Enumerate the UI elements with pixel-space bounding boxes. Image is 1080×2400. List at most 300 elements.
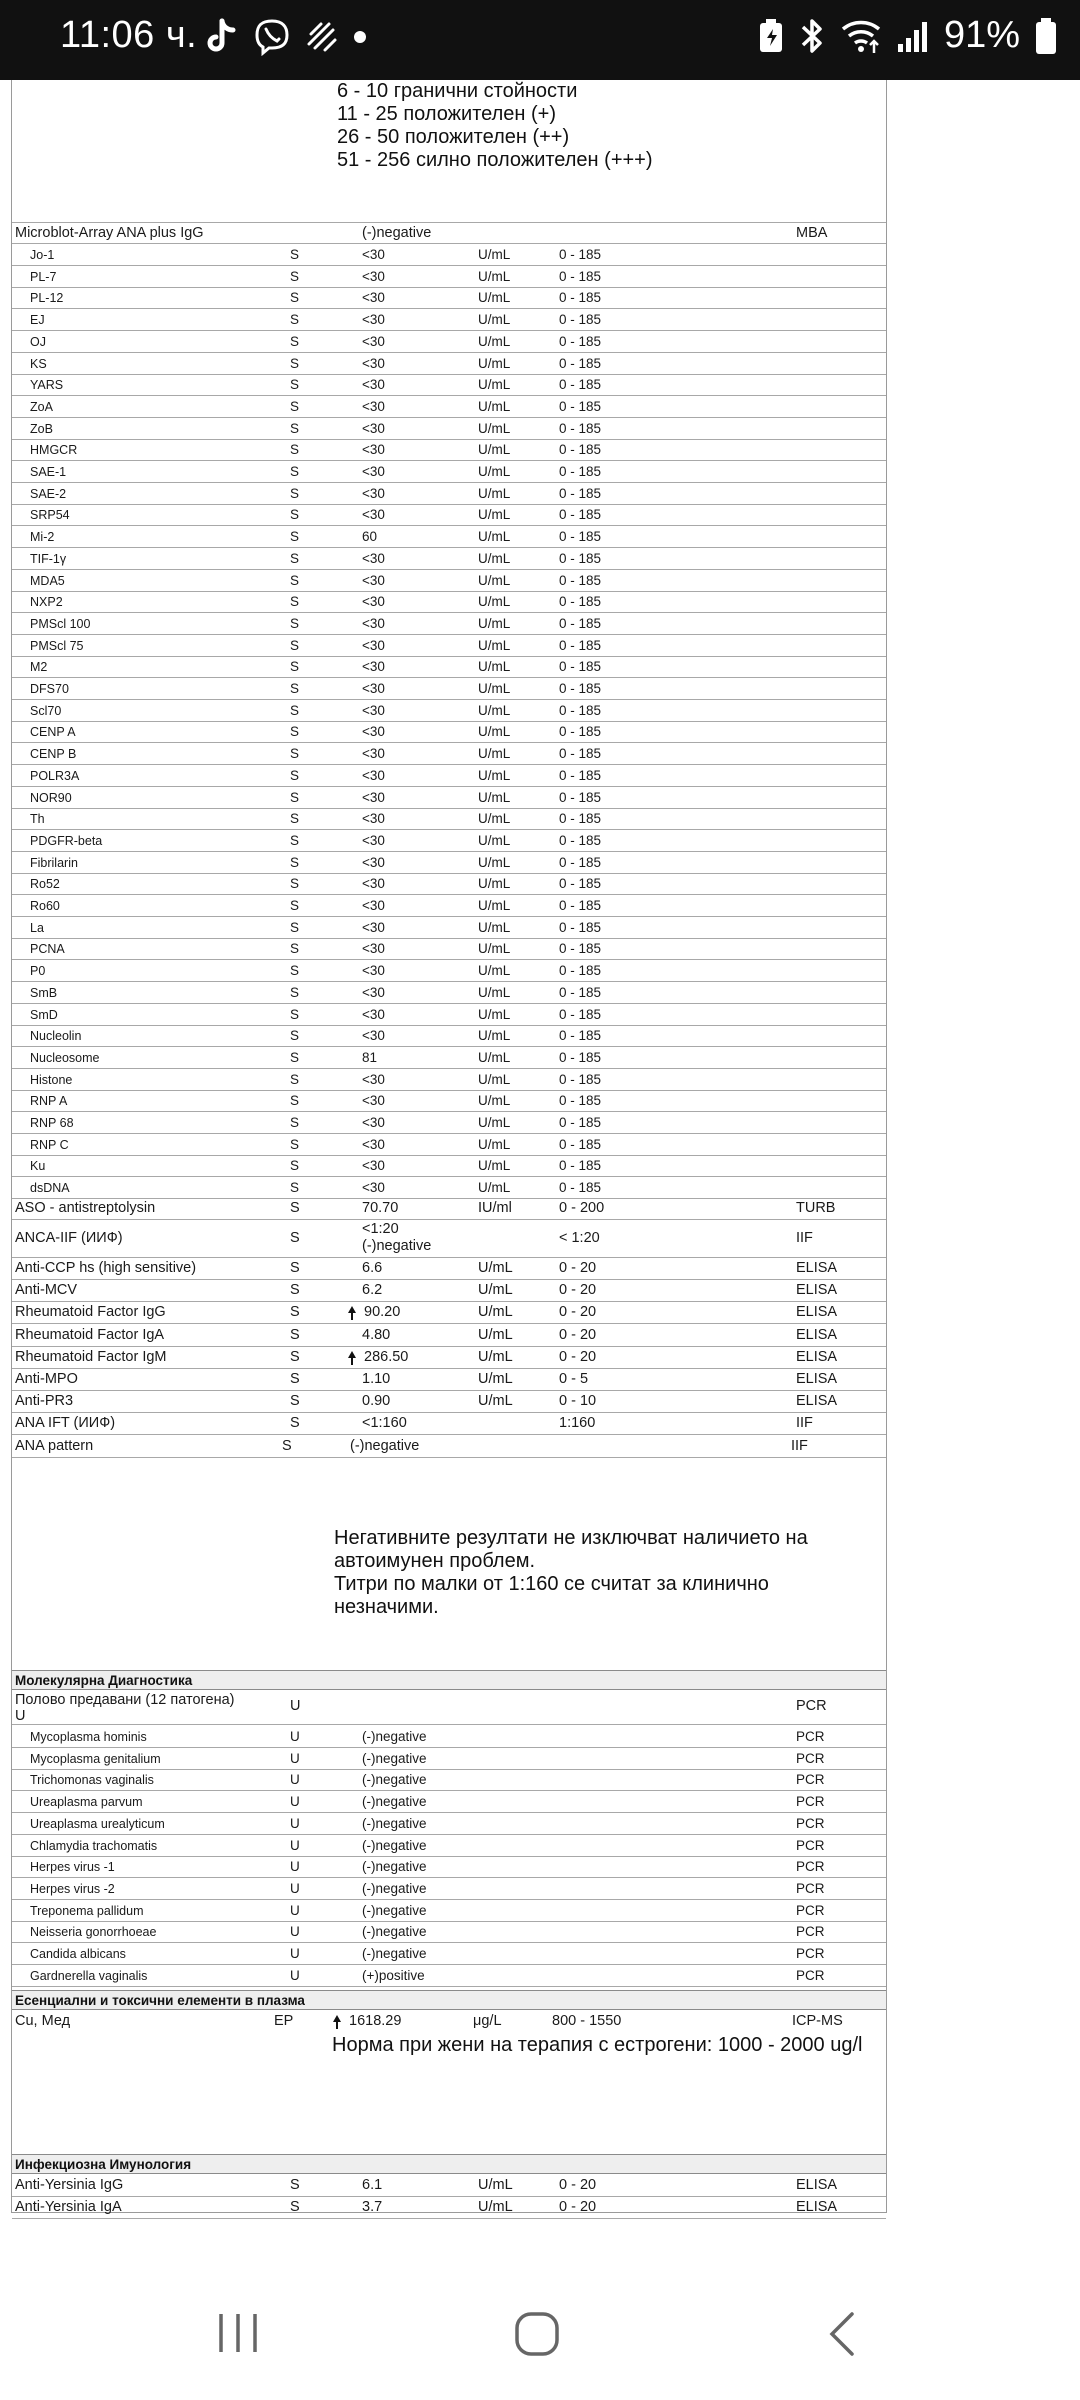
table-row bbox=[12, 287, 886, 309]
table-row bbox=[12, 787, 886, 809]
test-result: <30 bbox=[362, 594, 385, 609]
reference-range: 0 - 185 bbox=[559, 594, 602, 609]
test-name: Scl70 bbox=[30, 704, 62, 718]
table-row bbox=[12, 1325, 886, 1347]
reference-range: 0 - 185 bbox=[559, 790, 602, 805]
data-saver-icon bbox=[305, 20, 339, 54]
test-name: Cu, Мед bbox=[15, 2013, 71, 2029]
test-name: Microblot-Array ANA plus IgG bbox=[15, 225, 204, 241]
test-method: PCR bbox=[796, 1859, 825, 1874]
table-row bbox=[12, 1177, 886, 1199]
reference-range: 0 - 185 bbox=[559, 1137, 602, 1152]
test-unit: U/mL bbox=[478, 399, 511, 414]
reference-range: 0 - 185 bbox=[559, 963, 602, 978]
navigation-bar bbox=[0, 2290, 1080, 2380]
test-name: M2 bbox=[30, 660, 48, 674]
test-result: <30 bbox=[362, 985, 385, 1000]
reference-range: 0 - 5 bbox=[559, 1371, 589, 1387]
recent-apps-icon[interactable] bbox=[215, 2310, 261, 2356]
test-result: <30 bbox=[362, 746, 385, 761]
legend-line: 6 - 10 гранични стойности bbox=[337, 80, 578, 102]
table-row bbox=[12, 895, 886, 917]
test-unit: U/mL bbox=[478, 703, 511, 718]
test-name: Anti-Yersinia IgG bbox=[15, 2177, 124, 2193]
specimen: S bbox=[290, 1349, 300, 1365]
table-row bbox=[12, 613, 886, 635]
test-unit: U/mL bbox=[478, 746, 511, 761]
test-result: <30 bbox=[362, 1158, 385, 1173]
test-name: ASO - antistreptolysin bbox=[15, 1200, 156, 1216]
test-method: ELISA bbox=[796, 1260, 838, 1276]
test-method: PCR bbox=[796, 1794, 825, 1809]
test-result: <30 bbox=[362, 1115, 385, 1130]
table-row bbox=[12, 917, 886, 939]
battery-icon bbox=[1034, 17, 1058, 55]
test-result: <30 bbox=[362, 442, 385, 457]
test-name: SRP54 bbox=[30, 508, 70, 522]
test-method: PCR bbox=[796, 1751, 825, 1766]
specimen: S bbox=[290, 768, 300, 783]
test-result: <1:160 bbox=[362, 1415, 407, 1431]
test-result: 70.70 bbox=[362, 1200, 399, 1216]
specimen: U bbox=[290, 1924, 300, 1939]
table-row bbox=[12, 830, 886, 852]
test-result: <30 bbox=[362, 941, 385, 956]
note-line: незначими. bbox=[334, 1596, 439, 1618]
test-name: ZoB bbox=[30, 422, 53, 436]
section-header-molecular: Молекулярна Диагностика bbox=[12, 1670, 886, 1690]
test-name: Treponema pallidum bbox=[30, 1904, 144, 1918]
test-unit: U/mL bbox=[478, 377, 511, 392]
test-name: Ro52 bbox=[30, 877, 60, 891]
test-unit: U/mL bbox=[478, 616, 511, 631]
reference-range: 0 - 185 bbox=[559, 421, 602, 436]
section-header-infectious: Инфекциозна Имунология bbox=[12, 2154, 886, 2174]
test-name: Fibrilarin bbox=[30, 856, 78, 870]
test-unit: U/mL bbox=[478, 356, 511, 371]
test-name: SmB bbox=[30, 986, 58, 1000]
reference-range: 0 - 20 bbox=[559, 1260, 597, 1276]
specimen: S bbox=[290, 876, 300, 891]
table-row bbox=[12, 353, 886, 375]
test-result: <30 bbox=[362, 269, 385, 284]
specimen: S bbox=[290, 1282, 300, 1298]
specimen: U bbox=[290, 1772, 300, 1787]
table-row bbox=[12, 244, 886, 266]
test-name: Ureaplasma urealyticum bbox=[30, 1817, 165, 1831]
specimen: S bbox=[290, 312, 300, 327]
specimen: S bbox=[290, 1200, 300, 1216]
table-row bbox=[12, 1965, 886, 1987]
test-unit: U/mL bbox=[478, 833, 511, 848]
test-name: dsDNA bbox=[30, 1181, 70, 1195]
specimen: S bbox=[290, 507, 300, 522]
table-row bbox=[12, 656, 886, 678]
test-unit: U/mL bbox=[478, 334, 511, 349]
specimen: S bbox=[290, 920, 300, 935]
specimen: S bbox=[290, 898, 300, 913]
specimen: U bbox=[290, 1881, 300, 1896]
specimen: S bbox=[290, 1137, 300, 1152]
test-unit: U/mL bbox=[478, 1327, 513, 1343]
table-row bbox=[12, 1813, 886, 1835]
reference-range: 0 - 185 bbox=[559, 746, 602, 761]
reference-range: 0 - 185 bbox=[559, 659, 602, 674]
test-result: (-)negative bbox=[362, 1772, 427, 1787]
reference-range: 0 - 20 bbox=[559, 1327, 597, 1343]
test-result: 4.80 bbox=[362, 1327, 391, 1343]
reference-range: 0 - 10 bbox=[559, 1393, 597, 1409]
test-result: <30 bbox=[362, 573, 385, 588]
test-method: ELISA bbox=[796, 1371, 838, 1387]
test-result: <30 bbox=[362, 1072, 385, 1087]
table-row bbox=[12, 743, 886, 765]
test-unit: U/mL bbox=[478, 1393, 513, 1409]
notification-icons bbox=[205, 18, 367, 56]
table-row bbox=[12, 1347, 886, 1369]
test-unit: U/mL bbox=[478, 1158, 511, 1173]
test-result: <1:20 bbox=[362, 1221, 399, 1237]
test-unit: U/mL bbox=[478, 724, 511, 739]
test-name: Anti-PR3 bbox=[15, 1393, 74, 1409]
test-unit: U/mL bbox=[478, 269, 511, 284]
test-name: ZoA bbox=[30, 400, 53, 414]
test-result: 0.90 bbox=[362, 1393, 391, 1409]
reference-range: 0 - 20 bbox=[559, 2177, 597, 2193]
reference-range: 0 - 20 bbox=[559, 1282, 597, 1298]
dot-icon bbox=[353, 30, 367, 44]
test-result: (-)negative bbox=[362, 1238, 432, 1254]
test-unit: U/mL bbox=[478, 941, 511, 956]
test-unit: U/mL bbox=[478, 768, 511, 783]
test-method: TURB bbox=[796, 1200, 836, 1216]
specimen: S bbox=[290, 1028, 300, 1043]
table-row bbox=[12, 982, 886, 1004]
specimen: S bbox=[290, 1115, 300, 1130]
specimen: S bbox=[290, 1371, 300, 1387]
test-result: <30 bbox=[362, 421, 385, 436]
test-result: <30 bbox=[362, 399, 385, 414]
specimen: S bbox=[290, 1093, 300, 1108]
legend-line: 51 - 256 силно положителен (+++) bbox=[337, 149, 653, 171]
test-method: PCR bbox=[796, 1903, 825, 1918]
table-row bbox=[12, 721, 886, 743]
test-result: <30 bbox=[362, 811, 385, 826]
test-method: PCR bbox=[796, 1816, 825, 1831]
test-result: <30 bbox=[362, 312, 385, 327]
test-name: Rheumatoid Factor IgG bbox=[15, 1304, 166, 1320]
test-unit: U/mL bbox=[478, 876, 511, 891]
specimen: U bbox=[290, 1816, 300, 1831]
test-unit: U/mL bbox=[478, 920, 511, 935]
test-result: <30 bbox=[362, 247, 385, 262]
test-name: KS bbox=[30, 357, 47, 371]
test-name: Mycoplasma genitalium bbox=[30, 1752, 161, 1766]
test-name: PCNA bbox=[30, 942, 65, 956]
test-name: CENP B bbox=[30, 747, 77, 761]
wifi-icon bbox=[840, 17, 882, 55]
test-name: Mycoplasma hominis bbox=[30, 1730, 147, 1744]
test-unit: U/mL bbox=[478, 573, 511, 588]
bluetooth-icon bbox=[798, 17, 826, 55]
reference-range: 0 - 185 bbox=[559, 290, 602, 305]
high-value-arrow-icon bbox=[347, 1350, 357, 1366]
test-method: PCR bbox=[796, 1772, 825, 1787]
test-result: 6.1 bbox=[362, 2177, 383, 2193]
reference-range: 0 - 185 bbox=[559, 442, 602, 457]
specimen: S bbox=[290, 833, 300, 848]
table-row bbox=[12, 960, 886, 982]
test-method: ELISA bbox=[796, 1304, 838, 1320]
specimen: U bbox=[290, 1903, 300, 1918]
specimen: S bbox=[290, 464, 300, 479]
table-row bbox=[12, 2175, 886, 2197]
reference-range: 0 - 185 bbox=[559, 356, 602, 371]
test-method: ELISA bbox=[796, 1393, 838, 1409]
table-row bbox=[12, 1413, 886, 1435]
test-name: PDGFR-beta bbox=[30, 834, 103, 848]
specimen: S bbox=[290, 1007, 300, 1022]
test-result: (-)negative bbox=[362, 1859, 427, 1874]
specimen: S bbox=[290, 811, 300, 826]
viber-icon bbox=[253, 18, 291, 56]
table-row bbox=[12, 1220, 886, 1258]
specimen: S bbox=[290, 681, 300, 696]
battery-percent: 91% bbox=[943, 14, 1020, 56]
specimen: S bbox=[290, 594, 300, 609]
test-result: <30 bbox=[362, 703, 385, 718]
high-value-arrow-icon bbox=[347, 1305, 357, 1321]
test-name: Rheumatoid Factor IgM bbox=[15, 1349, 167, 1365]
test-name: PL-12 bbox=[30, 291, 64, 305]
test-result: <30 bbox=[362, 855, 385, 870]
test-name: Anti-Yersinia IgA bbox=[15, 2199, 122, 2215]
specimen: U bbox=[290, 1838, 300, 1853]
test-name: Mi-2 bbox=[30, 530, 55, 544]
table-row bbox=[12, 1436, 886, 1458]
test-unit: U/mL bbox=[478, 442, 511, 457]
test-result: (-)negative bbox=[362, 1881, 427, 1896]
specimen: S bbox=[290, 616, 300, 631]
test-unit: U/mL bbox=[478, 1050, 511, 1065]
test-result: <30 bbox=[362, 833, 385, 848]
specimen: U bbox=[290, 1859, 300, 1874]
test-name: HMGCR bbox=[30, 443, 78, 457]
test-method: PCR bbox=[796, 1968, 825, 1983]
test-unit: U/mL bbox=[478, 1260, 513, 1276]
reference-range: 0 - 185 bbox=[559, 573, 602, 588]
reference-range: 800 - 1550 bbox=[552, 2013, 622, 2029]
test-result: <30 bbox=[362, 616, 385, 631]
test-name: Trichomonas vaginalis bbox=[30, 1773, 154, 1787]
reference-range: 0 - 185 bbox=[559, 1072, 602, 1087]
test-name: Neisseria gonorrhoeae bbox=[30, 1925, 157, 1939]
test-result: 60 bbox=[362, 529, 378, 544]
table-row bbox=[12, 1769, 886, 1791]
specimen: S bbox=[290, 1304, 300, 1320]
test-name: POLR3A bbox=[30, 769, 80, 783]
specimen: S bbox=[290, 573, 300, 588]
test-result: <30 bbox=[362, 963, 385, 978]
test-unit: U/mL bbox=[478, 421, 511, 436]
table-row bbox=[12, 1155, 886, 1177]
reference-range: 0 - 185 bbox=[559, 1158, 602, 1173]
reference-range: 0 - 185 bbox=[559, 486, 602, 501]
reference-range: 0 - 185 bbox=[559, 1093, 602, 1108]
test-unit: U/mL bbox=[478, 2177, 513, 2193]
reference-range: 0 - 185 bbox=[559, 768, 602, 783]
test-unit: U/mL bbox=[478, 2199, 513, 2215]
table-row bbox=[12, 548, 886, 570]
test-result: <30 bbox=[362, 1093, 385, 1108]
note-line: Титри по малки от 1:160 се считат за клинично bbox=[334, 1573, 769, 1595]
test-name: Anti-MCV bbox=[15, 1282, 78, 1298]
test-result: (-)negative bbox=[362, 1794, 427, 1809]
test-method: ELISA bbox=[796, 1282, 838, 1298]
specimen: S bbox=[290, 1260, 300, 1276]
table-row bbox=[12, 461, 886, 483]
specimen: S bbox=[290, 703, 300, 718]
table-row bbox=[12, 1943, 886, 1965]
test-name: DFS70 bbox=[30, 682, 69, 696]
reference-range: 0 - 185 bbox=[559, 811, 602, 826]
test-method: PCR bbox=[796, 1881, 825, 1896]
test-result: <30 bbox=[362, 1007, 385, 1022]
test-result: <30 bbox=[362, 659, 385, 674]
test-name: ANA IFT (ИИФ) bbox=[15, 1415, 116, 1431]
test-unit: U/mL bbox=[478, 638, 511, 653]
table-row bbox=[12, 1921, 886, 1943]
test-name: OJ bbox=[30, 335, 46, 349]
test-name: YARS bbox=[30, 378, 64, 392]
specimen: S bbox=[290, 269, 300, 284]
reference-range: 0 - 200 bbox=[559, 1200, 605, 1216]
table-row bbox=[12, 418, 886, 440]
test-result: <30 bbox=[362, 486, 385, 501]
status-bar bbox=[0, 0, 1080, 80]
test-result: 90.20 bbox=[364, 1304, 401, 1320]
test-unit: U/mL bbox=[478, 1137, 511, 1152]
table-row bbox=[12, 873, 886, 895]
test-name: Полово предавани (12 патогена) bbox=[15, 1692, 235, 1708]
test-result: (-)negative bbox=[362, 1838, 427, 1853]
reference-range: 0 - 185 bbox=[559, 247, 602, 262]
test-unit: U/mL bbox=[478, 790, 511, 805]
test-unit: U/mL bbox=[478, 855, 511, 870]
test-name: ANCA-IIF (ИИФ) bbox=[15, 1230, 123, 1246]
test-method: ELISA bbox=[796, 1349, 838, 1365]
test-unit: U/mL bbox=[478, 898, 511, 913]
table-row bbox=[12, 635, 886, 657]
reference-range: 0 - 185 bbox=[559, 941, 602, 956]
test-unit: U/mL bbox=[478, 1028, 511, 1043]
reference-range: 0 - 20 bbox=[559, 1349, 597, 1365]
test-unit: U/mL bbox=[478, 1007, 511, 1022]
tiktok-icon bbox=[205, 18, 239, 56]
specimen: S bbox=[290, 985, 300, 1000]
table-row bbox=[12, 1835, 886, 1857]
test-unit: U/mL bbox=[478, 659, 511, 674]
test-result: <30 bbox=[362, 551, 385, 566]
test-result: 3.7 bbox=[362, 2199, 383, 2215]
table-row bbox=[12, 1748, 886, 1770]
test-name: Nucleolin bbox=[30, 1029, 82, 1043]
table-row bbox=[12, 1025, 886, 1047]
table-row bbox=[12, 309, 886, 331]
table-row bbox=[12, 1391, 886, 1413]
reference-range: 0 - 185 bbox=[559, 464, 602, 479]
reference-range: 0 - 185 bbox=[559, 616, 602, 631]
home-icon[interactable] bbox=[513, 2310, 561, 2358]
test-method: ELISA bbox=[796, 1327, 838, 1343]
specimen: S bbox=[290, 1230, 300, 1246]
specimen: S bbox=[290, 746, 300, 761]
table-row bbox=[12, 483, 886, 505]
test-result: (-)negative bbox=[350, 1438, 420, 1454]
mba-header-row bbox=[12, 222, 886, 244]
test-name: RNP C bbox=[30, 1138, 69, 1152]
legend-line: 11 - 25 положителен (+) bbox=[337, 103, 556, 125]
reference-range: 0 - 185 bbox=[559, 269, 602, 284]
signal-icon bbox=[896, 18, 930, 54]
test-name: NXP2 bbox=[30, 595, 63, 609]
reference-range: 0 - 185 bbox=[559, 855, 602, 870]
test-name: MDA5 bbox=[30, 574, 65, 588]
test-result: (-)negative bbox=[362, 1751, 427, 1766]
test-name: Herpes virus -1 bbox=[30, 1860, 115, 1874]
test-method: ELISA bbox=[796, 2199, 838, 2215]
test-result: <30 bbox=[362, 507, 385, 522]
test-result: (-)negative bbox=[362, 1946, 427, 1961]
test-method: IIF bbox=[796, 1415, 813, 1431]
specimen: S bbox=[290, 334, 300, 349]
test-unit: U/mL bbox=[478, 312, 511, 327]
table-row bbox=[12, 2011, 886, 2033]
test-name: Anti-CCP hs (high sensitive) bbox=[15, 1260, 197, 1276]
back-icon[interactable] bbox=[826, 2310, 860, 2358]
specimen: S bbox=[290, 1158, 300, 1173]
test-name: Th bbox=[30, 812, 45, 826]
test-name: Gardnerella vaginalis bbox=[30, 1969, 148, 1983]
specimen: S bbox=[290, 421, 300, 436]
specimen: U bbox=[290, 1751, 300, 1766]
test-result: (-)negative bbox=[362, 1924, 427, 1939]
test-result: (+)positive bbox=[362, 1968, 425, 1983]
test-method: ICP-MS bbox=[792, 2013, 843, 2029]
specimen: S bbox=[290, 2199, 300, 2215]
test-result: <30 bbox=[362, 1028, 385, 1043]
test-name: Nucleosome bbox=[30, 1051, 100, 1065]
test-unit: U/mL bbox=[478, 811, 511, 826]
table-row bbox=[12, 439, 886, 461]
table-row bbox=[12, 1878, 886, 1900]
test-result: 6.2 bbox=[362, 1282, 383, 1298]
test-result: <30 bbox=[362, 1180, 385, 1195]
table-row bbox=[12, 1726, 886, 1748]
test-result: (-)negative bbox=[362, 225, 432, 241]
test-unit: U/mL bbox=[478, 681, 511, 696]
reference-range: < 1:20 bbox=[559, 1230, 600, 1246]
test-method: ELISA bbox=[796, 2177, 838, 2193]
reference-range: 0 - 185 bbox=[559, 399, 602, 414]
test-name: ANA pattern bbox=[15, 1438, 94, 1454]
test-result: <30 bbox=[362, 638, 385, 653]
specimen: S bbox=[290, 1180, 300, 1195]
specimen: S bbox=[282, 1438, 292, 1454]
reference-range: 1:160 bbox=[559, 1415, 596, 1431]
lab-report bbox=[11, 80, 887, 2213]
test-name: PMScl 75 bbox=[30, 639, 84, 653]
